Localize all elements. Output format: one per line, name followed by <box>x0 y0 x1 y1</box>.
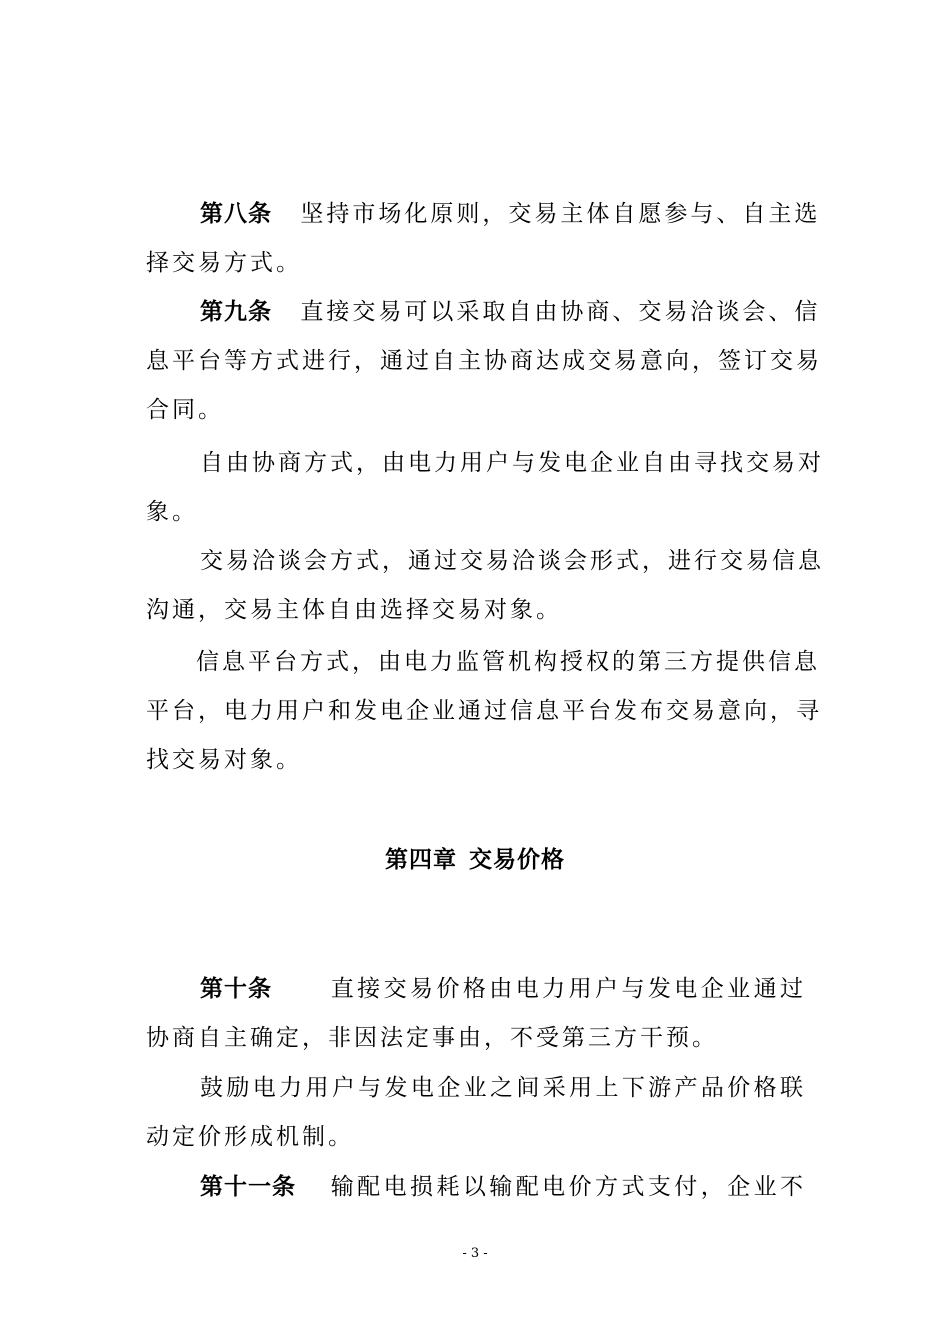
article-10-label: 第十条 <box>200 976 272 1002</box>
info-platform-line-3: 找交易对象。 <box>146 747 302 773</box>
article-9-text-1: 直接交易可以采取自由协商、交易洽谈会、信 <box>300 299 821 325</box>
chapter-number: 第四章 <box>385 847 457 873</box>
article-8-label: 第八条 <box>200 201 272 227</box>
encourage-line-2: 动定价形成机制。 <box>146 1124 354 1150</box>
article-8-line-1 <box>200 199 821 229</box>
article-10-text-1: 直接交易价格由电力用户与发电企业通过 <box>330 976 807 1002</box>
page-number: - 3 - <box>462 1246 488 1261</box>
trade-fair-line-2: 沟通，交易主体自由选择交易对象。 <box>146 597 562 623</box>
article-11-line-1 <box>200 1172 806 1202</box>
article-9-line-1 <box>200 297 821 327</box>
article-10-line-2: 协商自主确定，非因法定事由，不受第三方干预。 <box>146 1025 718 1051</box>
chapter-heading <box>0 845 950 875</box>
encourage-line-1: 鼓励电力用户与发电企业之间采用上下游产品价格联 <box>200 1075 806 1101</box>
article-11-text-1: 输配电损耗以输配电价方式支付，企业不 <box>330 1174 807 1200</box>
chapter-title: 交易价格 <box>469 847 565 873</box>
info-platform-line-1: 信息平台方式，由电力监管机构授权的第三方提供信息 <box>196 649 820 675</box>
article-9-label: 第九条 <box>200 299 272 325</box>
free-negotiation-line-2: 象。 <box>146 499 198 525</box>
article-8-text-1: 坚持市场化原则，交易主体自愿参与、自主选 <box>300 201 821 227</box>
info-platform-line-2: 平台，电力用户和发电企业通过信息平台发布交易意向，寻 <box>146 698 822 724</box>
free-negotiation-line-1: 自由协商方式，由电力用户与发电企业自由寻找交易对 <box>200 450 824 476</box>
article-9-line-2: 息平台等方式进行，通过自主协商达成交易意向，签订交易 <box>146 348 822 374</box>
article-8-line-2: 择交易方式。 <box>146 250 302 276</box>
trade-fair-line-1: 交易洽谈会方式，通过交易洽谈会形式，进行交易信息 <box>200 548 824 574</box>
article-9-line-3: 合同。 <box>146 397 224 423</box>
article-11-label: 第十一条 <box>200 1174 296 1200</box>
article-10-line-1 <box>200 974 806 1004</box>
